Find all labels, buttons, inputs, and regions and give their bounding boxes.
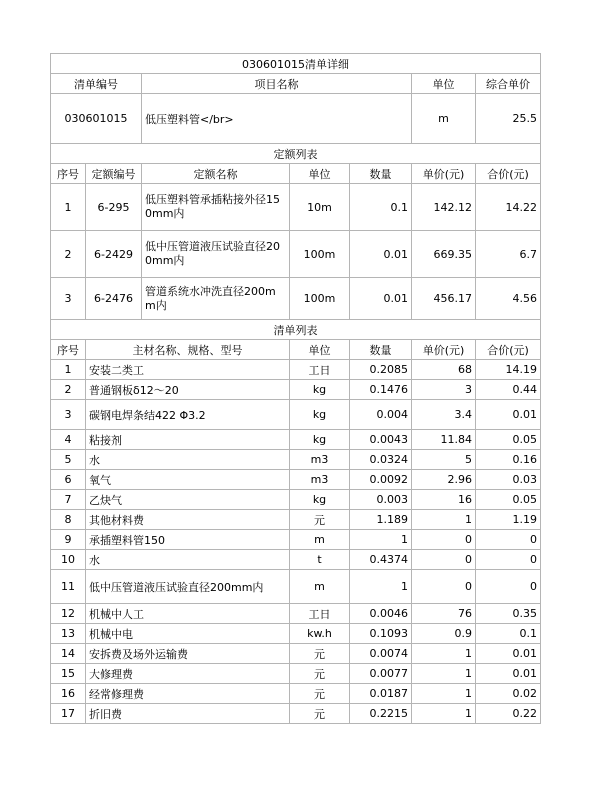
material-row bbox=[51, 430, 541, 450]
material-total: 0.05 bbox=[476, 490, 541, 510]
material-row bbox=[51, 360, 541, 380]
material-total: 0.1 bbox=[476, 624, 541, 644]
quota-name: 管道系统水冲洗直径200mm内 bbox=[142, 278, 290, 320]
quota-total: 14.22 bbox=[476, 184, 541, 231]
material-qty: 1 bbox=[350, 530, 412, 550]
material-price: 1 bbox=[412, 704, 476, 724]
material-qty: 0.004 bbox=[350, 400, 412, 430]
materials-header-cell: 数量 bbox=[350, 340, 412, 360]
material-row bbox=[51, 624, 541, 644]
material-no: 4 bbox=[51, 430, 86, 450]
item-unit: m bbox=[412, 94, 476, 144]
material-row bbox=[51, 644, 541, 664]
quota-no: 2 bbox=[51, 231, 86, 278]
material-row bbox=[51, 550, 541, 570]
material-qty: 0.4374 bbox=[350, 550, 412, 570]
material-price: 5 bbox=[412, 450, 476, 470]
material-total: 0.16 bbox=[476, 450, 541, 470]
material-row bbox=[51, 380, 541, 400]
material-no: 11 bbox=[51, 570, 86, 604]
material-total: 0.05 bbox=[476, 430, 541, 450]
item-row bbox=[51, 94, 541, 144]
material-unit: m3 bbox=[290, 470, 350, 490]
material-name: 乙炔气 bbox=[86, 490, 290, 510]
material-price: 3 bbox=[412, 380, 476, 400]
quota-total: 4.56 bbox=[476, 278, 541, 320]
quota-name: 低压塑料管承插粘接外径150mm内 bbox=[142, 184, 290, 231]
material-qty: 0.2215 bbox=[350, 704, 412, 724]
material-qty: 0.003 bbox=[350, 490, 412, 510]
quota-row bbox=[51, 231, 541, 278]
quota-qty: 0.01 bbox=[350, 231, 412, 278]
material-qty: 1.189 bbox=[350, 510, 412, 530]
quota-unit: 10m bbox=[290, 184, 350, 231]
title-row bbox=[51, 54, 541, 74]
quota-header-cell: 合价(元) bbox=[476, 164, 541, 184]
quota-header-row bbox=[51, 164, 541, 184]
material-name: 水 bbox=[86, 550, 290, 570]
item-header-row bbox=[51, 74, 541, 94]
price-header: 综合单价 bbox=[476, 74, 541, 94]
material-name: 氧气 bbox=[86, 470, 290, 490]
item-code: 030601015 bbox=[51, 94, 142, 144]
material-total: 0 bbox=[476, 570, 541, 604]
material-no: 12 bbox=[51, 604, 86, 624]
quota-total: 6.7 bbox=[476, 231, 541, 278]
material-price: 1 bbox=[412, 664, 476, 684]
material-row bbox=[51, 450, 541, 470]
material-total: 0 bbox=[476, 550, 541, 570]
material-name: 普通钢板δ12～20 bbox=[86, 380, 290, 400]
material-no: 9 bbox=[51, 530, 86, 550]
material-qty: 0.0077 bbox=[350, 664, 412, 684]
quota-section-row bbox=[51, 144, 541, 164]
material-price: 76 bbox=[412, 604, 476, 624]
material-name: 水 bbox=[86, 450, 290, 470]
material-price: 0.9 bbox=[412, 624, 476, 644]
material-no: 1 bbox=[51, 360, 86, 380]
material-qty: 0.0043 bbox=[350, 430, 412, 450]
quota-header-cell: 定额名称 bbox=[142, 164, 290, 184]
material-no: 10 bbox=[51, 550, 86, 570]
material-qty: 0.0092 bbox=[350, 470, 412, 490]
material-total: 0 bbox=[476, 530, 541, 550]
quota-header-cell: 定额编号 bbox=[86, 164, 142, 184]
material-unit: 元 bbox=[290, 684, 350, 704]
quota-price: 669.35 bbox=[412, 231, 476, 278]
materials-header-cell: 主材名称、规格、型号 bbox=[86, 340, 290, 360]
material-total: 0.44 bbox=[476, 380, 541, 400]
material-row bbox=[51, 510, 541, 530]
material-unit: 工日 bbox=[290, 604, 350, 624]
material-name: 低中压管道液压试验直径200mm内 bbox=[86, 570, 290, 604]
material-name: 机械中人工 bbox=[86, 604, 290, 624]
material-name: 粘接剂 bbox=[86, 430, 290, 450]
page-title: 030601015清单详细 bbox=[51, 54, 541, 74]
material-row bbox=[51, 490, 541, 510]
material-name: 安装二类工 bbox=[86, 360, 290, 380]
quota-header-cell: 单位 bbox=[290, 164, 350, 184]
material-unit: kw.h bbox=[290, 624, 350, 644]
material-total: 1.19 bbox=[476, 510, 541, 530]
material-qty: 0.0187 bbox=[350, 684, 412, 704]
quota-price: 456.17 bbox=[412, 278, 476, 320]
material-qty: 0.0074 bbox=[350, 644, 412, 664]
quota-code: 6-2429 bbox=[86, 231, 142, 278]
quota-qty: 0.01 bbox=[350, 278, 412, 320]
code-header: 清单编号 bbox=[51, 74, 142, 94]
material-price: 1 bbox=[412, 684, 476, 704]
quota-code: 6-295 bbox=[86, 184, 142, 231]
quota-header-cell: 序号 bbox=[51, 164, 86, 184]
material-row bbox=[51, 604, 541, 624]
material-price: 0 bbox=[412, 550, 476, 570]
material-qty: 0.1476 bbox=[350, 380, 412, 400]
materials-header-cell: 单位 bbox=[290, 340, 350, 360]
material-unit: t bbox=[290, 550, 350, 570]
material-unit: kg bbox=[290, 430, 350, 450]
materials-header-cell: 序号 bbox=[51, 340, 86, 360]
quota-no: 3 bbox=[51, 278, 86, 320]
quota-qty: 0.1 bbox=[350, 184, 412, 231]
material-qty: 0.0046 bbox=[350, 604, 412, 624]
materials-section-title: 清单列表 bbox=[51, 320, 541, 340]
material-total: 0.01 bbox=[476, 400, 541, 430]
material-row bbox=[51, 684, 541, 704]
quota-row bbox=[51, 278, 541, 320]
material-no: 2 bbox=[51, 380, 86, 400]
name-header: 项目名称 bbox=[142, 74, 412, 94]
material-no: 8 bbox=[51, 510, 86, 530]
material-price: 68 bbox=[412, 360, 476, 380]
material-total: 0.35 bbox=[476, 604, 541, 624]
material-row bbox=[51, 530, 541, 550]
quota-section-title: 定额列表 bbox=[51, 144, 541, 164]
material-no: 7 bbox=[51, 490, 86, 510]
item-price: 25.5 bbox=[476, 94, 541, 144]
material-price: 1 bbox=[412, 510, 476, 530]
bill-detail-table bbox=[50, 53, 541, 724]
material-total: 0.01 bbox=[476, 644, 541, 664]
material-price: 16 bbox=[412, 490, 476, 510]
material-price: 11.84 bbox=[412, 430, 476, 450]
material-unit: kg bbox=[290, 380, 350, 400]
material-name: 碳钢电焊条结422 Φ3.2 bbox=[86, 400, 290, 430]
material-no: 13 bbox=[51, 624, 86, 644]
material-unit: kg bbox=[290, 400, 350, 430]
material-total: 0.03 bbox=[476, 470, 541, 490]
material-unit: 元 bbox=[290, 664, 350, 684]
material-unit: m3 bbox=[290, 450, 350, 470]
material-name: 大修理费 bbox=[86, 664, 290, 684]
material-row bbox=[51, 400, 541, 430]
material-unit: m bbox=[290, 570, 350, 604]
material-name: 其他材料费 bbox=[86, 510, 290, 530]
material-total: 0.22 bbox=[476, 704, 541, 724]
material-price: 1 bbox=[412, 644, 476, 664]
material-qty: 0.1093 bbox=[350, 624, 412, 644]
material-qty: 0.0324 bbox=[350, 450, 412, 470]
material-unit: 元 bbox=[290, 644, 350, 664]
material-no: 5 bbox=[51, 450, 86, 470]
material-total: 0.02 bbox=[476, 684, 541, 704]
quota-unit: 100m bbox=[290, 231, 350, 278]
quota-code: 6-2476 bbox=[86, 278, 142, 320]
material-name: 经常修理费 bbox=[86, 684, 290, 704]
unit-header: 单位 bbox=[412, 74, 476, 94]
item-name: 低压塑料管</br> bbox=[142, 94, 412, 144]
material-unit: m bbox=[290, 530, 350, 550]
quota-row bbox=[51, 184, 541, 231]
materials-header-cell: 合价(元) bbox=[476, 340, 541, 360]
material-price: 2.96 bbox=[412, 470, 476, 490]
materials-header-row bbox=[51, 340, 541, 360]
material-name: 机械中电 bbox=[86, 624, 290, 644]
material-row bbox=[51, 570, 541, 604]
material-no: 14 bbox=[51, 644, 86, 664]
material-name: 安拆费及场外运输费 bbox=[86, 644, 290, 664]
material-qty: 1 bbox=[350, 570, 412, 604]
material-no: 17 bbox=[51, 704, 86, 724]
material-no: 3 bbox=[51, 400, 86, 430]
material-unit: 工日 bbox=[290, 360, 350, 380]
material-no: 15 bbox=[51, 664, 86, 684]
material-no: 16 bbox=[51, 684, 86, 704]
materials-header-cell: 单价(元) bbox=[412, 340, 476, 360]
quota-no: 1 bbox=[51, 184, 86, 231]
material-total: 14.19 bbox=[476, 360, 541, 380]
material-price: 0 bbox=[412, 530, 476, 550]
material-row bbox=[51, 470, 541, 490]
material-unit: kg bbox=[290, 490, 350, 510]
quota-header-cell: 单价(元) bbox=[412, 164, 476, 184]
quota-unit: 100m bbox=[290, 278, 350, 320]
materials-section-row bbox=[51, 320, 541, 340]
material-name: 承插塑料管150 bbox=[86, 530, 290, 550]
material-name: 折旧费 bbox=[86, 704, 290, 724]
material-unit: 元 bbox=[290, 704, 350, 724]
material-total: 0.01 bbox=[476, 664, 541, 684]
quota-price: 142.12 bbox=[412, 184, 476, 231]
material-price: 3.4 bbox=[412, 400, 476, 430]
material-price: 0 bbox=[412, 570, 476, 604]
quota-name: 低中压管道液压试验直径200mm内 bbox=[142, 231, 290, 278]
material-row bbox=[51, 664, 541, 684]
quota-header-cell: 数量 bbox=[350, 164, 412, 184]
material-unit: 元 bbox=[290, 510, 350, 530]
material-no: 6 bbox=[51, 470, 86, 490]
material-qty: 0.2085 bbox=[350, 360, 412, 380]
material-row bbox=[51, 704, 541, 724]
